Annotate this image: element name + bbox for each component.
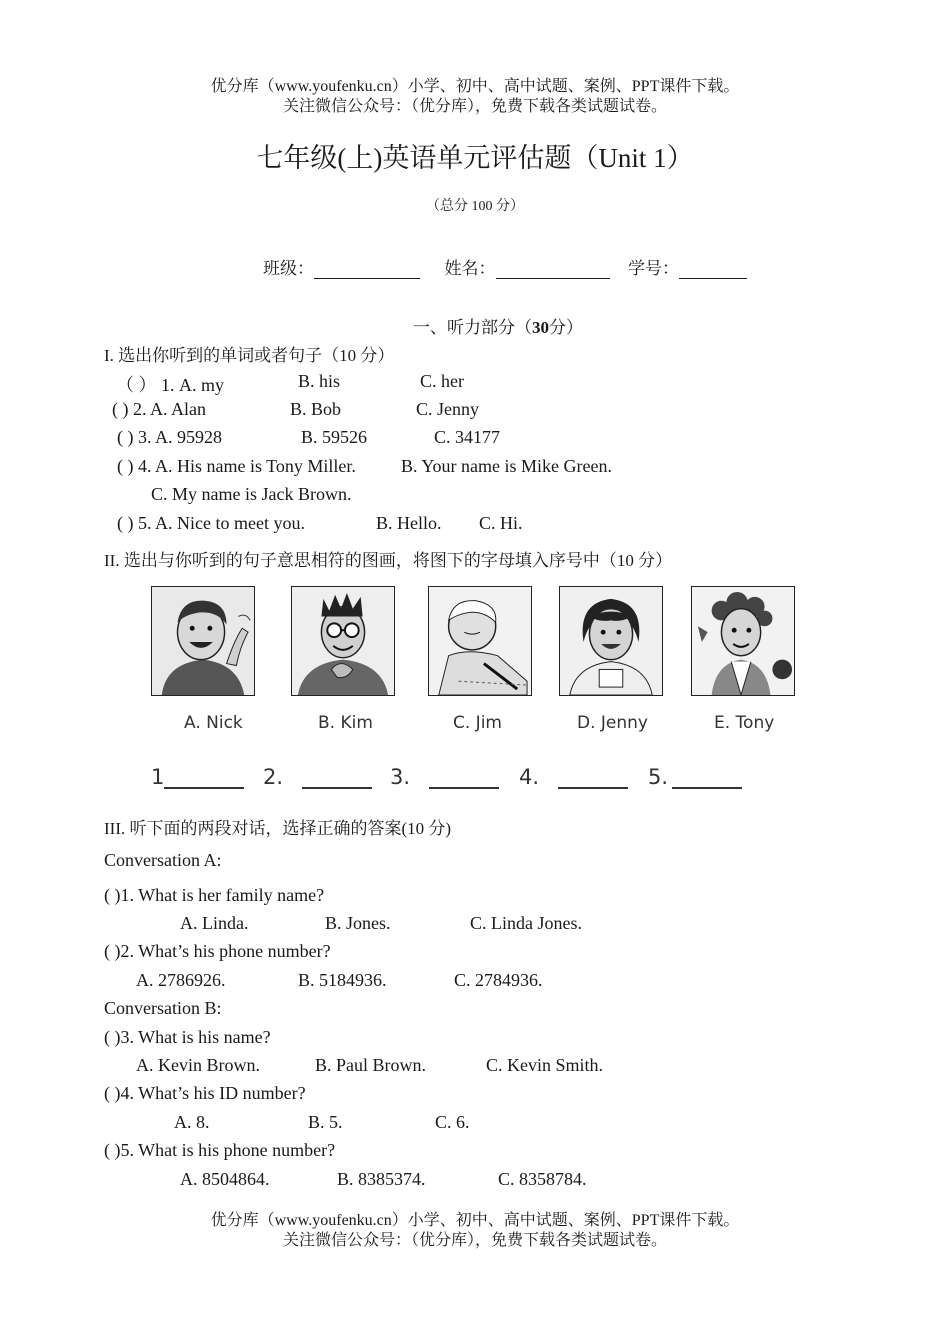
q2-option-a: A. Alan [150, 399, 207, 419]
p3-q4-option-b: B. 5. [308, 1112, 343, 1132]
p3-q4-option-c: C. 6. [435, 1112, 470, 1132]
picture-tony [691, 586, 795, 696]
boy-curly-hair-illustration [692, 587, 794, 695]
conversation-a-label: Conversation A: [104, 850, 222, 870]
q1-paren[interactable]: （ ） [116, 375, 157, 395]
conversation-b-label: Conversation B: [104, 998, 222, 1018]
q4-num: 4. [138, 456, 152, 476]
p3-q1[interactable]: ( )1. What is her family name? [104, 885, 325, 905]
boy-glasses-illustration [292, 587, 394, 695]
boy-waving-illustration [152, 587, 254, 695]
girl-illustration [560, 587, 662, 695]
q1-option-a: A. my [179, 375, 224, 395]
total-score: （总分 100 分） [426, 199, 524, 214]
q3-option-a: A. 95928 [155, 427, 223, 447]
header-line-2: 关注微信公众号：（优分库），免费下载各类试题试卷。 [282, 98, 667, 115]
p3-q3-option-c: C. Kevin Smith. [486, 1055, 604, 1075]
p3-q4-option-a: A. 8. [174, 1112, 210, 1132]
p3-q2-option-c: C. 2784936. [454, 970, 543, 990]
caption-jenny: D. Jenny [577, 713, 648, 733]
q3-num: 3. [138, 427, 152, 447]
p3-q1-option-c: C. Linda Jones. [470, 913, 582, 933]
blank-5-label: 5. [648, 765, 669, 789]
q4-option-a: A. His name is Tony Miller. [155, 456, 356, 476]
p3-q3[interactable]: ( )3. What is his name? [104, 1027, 271, 1047]
picture-kim [291, 586, 395, 696]
q2-option-c: C. Jenny [416, 399, 479, 419]
blank-1[interactable] [151, 765, 244, 789]
picture-nick [151, 586, 255, 696]
class-field[interactable] [314, 262, 420, 279]
q3-option-c: C. 34177 [434, 427, 501, 447]
p3-q2-option-a: A. 2786926. [136, 970, 226, 990]
q1-num: 1. [161, 375, 175, 395]
p3-q3-option-a: A. Kevin Brown. [136, 1055, 260, 1075]
q2-paren[interactable]: ( ) [112, 399, 129, 419]
blank-5[interactable] [648, 765, 742, 789]
name-label: 姓名： [444, 259, 496, 278]
p3-q1-option-b: B. Jones. [325, 913, 391, 933]
blank-3-label: 3. [390, 765, 411, 789]
page-title: 七年级(上)英语单元评估题（Unit 1） [256, 143, 694, 173]
part-1-heading: I. 选出你听到的单词或者句子（10 分） [104, 346, 395, 365]
section-1-heading-text: 一、听力部分（ [413, 318, 532, 337]
p3-q2[interactable]: ( )2. What’s his phone number? [104, 941, 331, 961]
blank-4[interactable] [519, 765, 628, 789]
q1-option-b: B. his [298, 371, 341, 391]
q1-option-c: C. her [420, 371, 464, 391]
q2-num: 2. [133, 399, 147, 419]
footer-line-2: 关注微信公众号：（优分库），免费下载各类试题试卷。 [282, 1232, 667, 1249]
q5-row [117, 513, 305, 534]
caption-jim: C. Jim [453, 713, 502, 733]
q2-option-b: B. Bob [290, 399, 342, 419]
q4-option-c: C. My name is Jack Brown. [151, 484, 352, 504]
q2-row [112, 399, 206, 420]
q5-paren[interactable]: ( ) [117, 513, 134, 533]
boy-writing-illustration [429, 587, 531, 695]
q1-row [116, 371, 224, 397]
p3-q3-option-b: B. Paul Brown. [315, 1055, 427, 1075]
p3-q5[interactable]: ( )5. What is his phone number? [104, 1140, 336, 1160]
p3-q1-option-a: A. Linda. [180, 913, 249, 933]
part-2-heading: II. 选出与你听到的句子意思相符的图画，将图下的字母填入序号中（10 分） [104, 551, 673, 570]
name-field[interactable] [496, 262, 610, 279]
blank-2[interactable] [263, 765, 372, 789]
blank-3[interactable] [390, 765, 499, 789]
picture-jenny [559, 586, 663, 696]
p3-q4[interactable]: ( )4. What’s his ID number? [104, 1083, 306, 1103]
id-label: 学号： [628, 259, 679, 278]
q5-option-a: A. Nice to meet you. [155, 513, 305, 533]
q4-option-b: B. Your name is Mike Green. [401, 456, 612, 476]
q5-option-b: B. Hello. [376, 513, 442, 533]
blank-4-label: 4. [519, 765, 540, 789]
caption-tony: E. Tony [714, 713, 775, 733]
q4-paren[interactable]: ( ) [117, 456, 134, 476]
q3-row [117, 427, 222, 448]
q3-option-b: B. 59526 [301, 427, 368, 447]
header-line-1: 优分库（www.youfenku.cn）小学、初中、高中试题、案例、PPT课件下载。 [210, 78, 740, 95]
blank-1-label: 1 [151, 765, 165, 789]
id-field[interactable] [679, 262, 747, 279]
footer-line-1: 优分库（www.youfenku.cn）小学、初中、高中试题、案例、PPT课件下载。 [210, 1212, 740, 1229]
part-3-heading: III. 听下面的两段对话，选择正确的答案(10 分) [104, 819, 452, 838]
p3-q5-option-a: A. 8504864. [180, 1169, 270, 1189]
p3-q5-option-b: B. 8385374. [337, 1169, 426, 1189]
class-label: 班级： [263, 259, 314, 278]
caption-kim: B. Kim [318, 713, 373, 733]
picture-jim [428, 586, 532, 696]
section-1-heading-end: 分） [549, 318, 583, 337]
student-info-row [263, 254, 747, 279]
section-1-heading [413, 313, 583, 338]
p3-q2-option-b: B. 5184936. [298, 970, 387, 990]
section-1-score: 30 [532, 318, 549, 337]
q4-row [117, 456, 356, 477]
p3-q5-option-c: C. 8358784. [498, 1169, 587, 1189]
caption-nick: A. Nick [184, 713, 243, 733]
blank-2-label: 2. [263, 765, 284, 789]
q5-option-c: C. Hi. [479, 513, 523, 533]
q5-num: 5. [138, 513, 152, 533]
q3-paren[interactable]: ( ) [117, 427, 134, 447]
